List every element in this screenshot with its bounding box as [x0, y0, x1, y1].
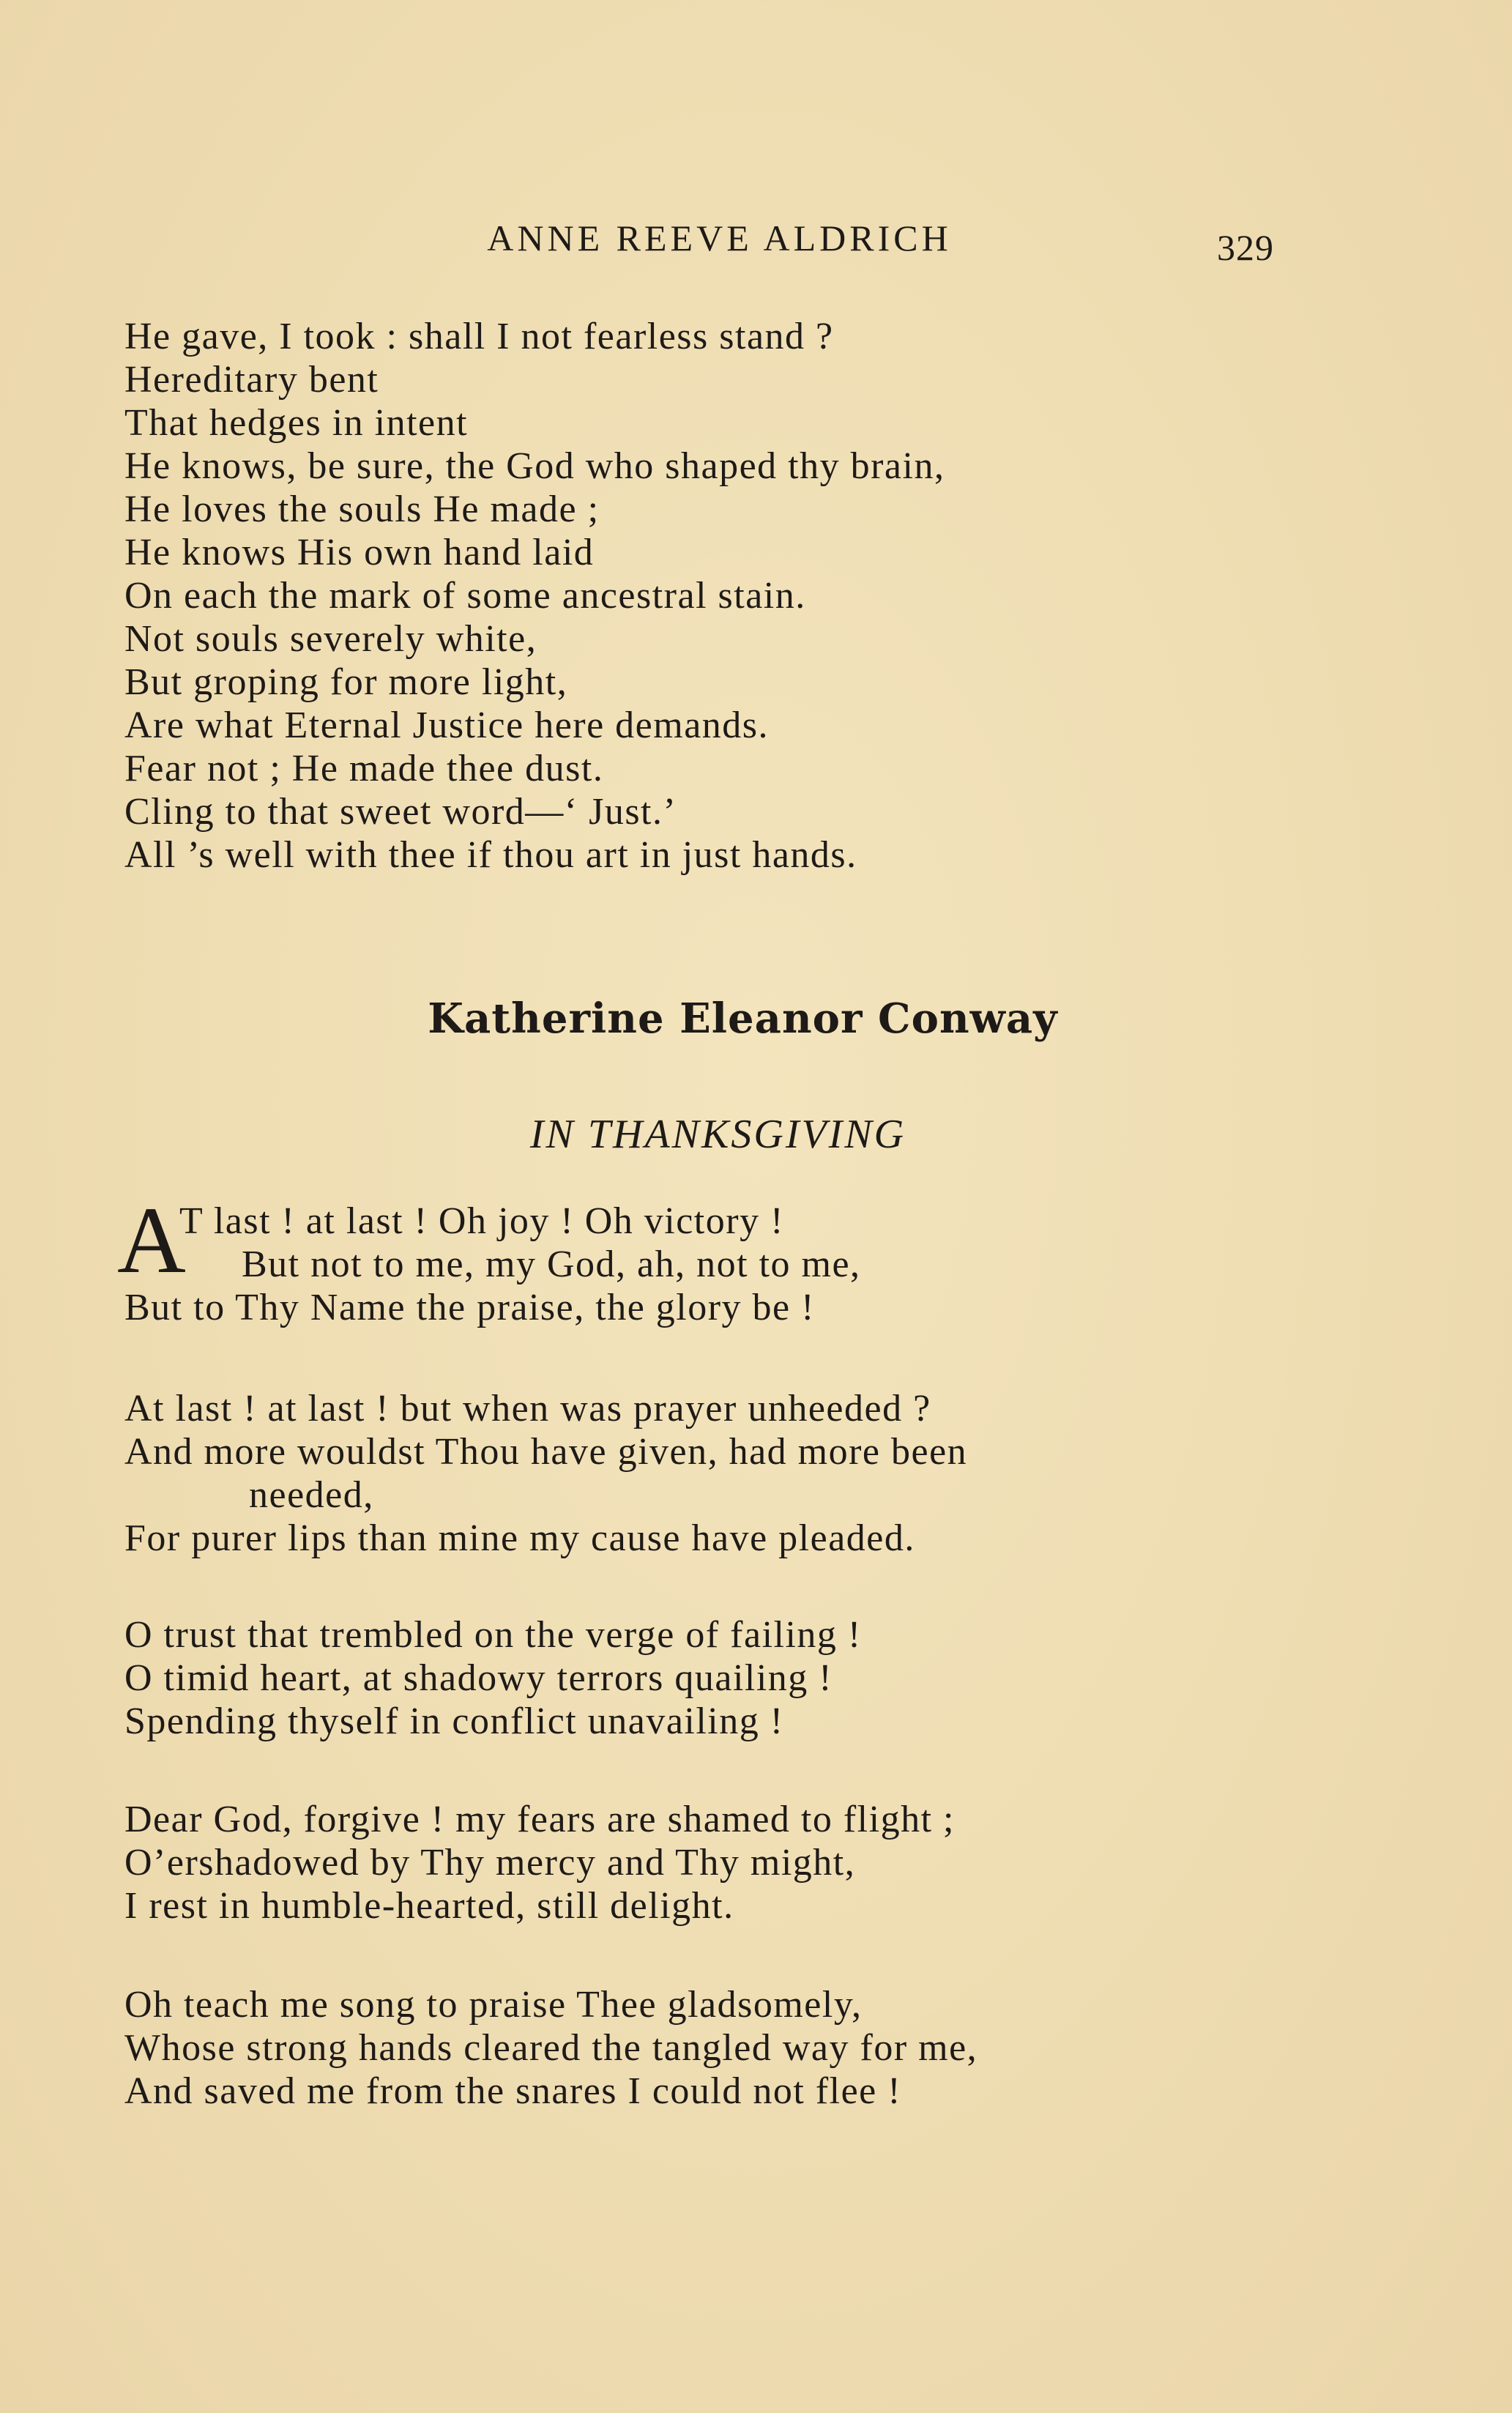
poem-line: He knows His own hand laid — [124, 532, 595, 573]
author-heading: Katherine Eleanor Conway — [428, 994, 1058, 1043]
poem-line: Whose strong hands cleared the tangled way for me, — [124, 2027, 978, 2069]
poem-line: At last ! at last ! but when was prayer unheeded ? — [124, 1388, 931, 1429]
poem-line: On each the mark of some ancestral stain. — [124, 575, 806, 617]
stanza — [124, 1798, 955, 1927]
poem-line: O timid heart, at shadowy terrors quailing ! — [124, 1657, 833, 1699]
running-header: ANNE REEVE ALDRICH — [487, 217, 952, 259]
poem-line: All ’s well with thee if thou art in just hands. — [124, 834, 857, 876]
poem-line: For purer lips than mine my cause have pleaded. — [124, 1517, 915, 1559]
stanza — [124, 1983, 977, 2113]
poem-line: Hereditary bent — [124, 359, 379, 401]
poem-line: Cling to that sweet word—‘ Just.’ — [124, 791, 677, 833]
poem-line: Oh teach me song to praise Thee gladsomely, — [124, 1984, 863, 2026]
poem-line: needed, — [249, 1474, 374, 1516]
poem-line: And more wouldst Thou have given, had more been — [124, 1431, 968, 1473]
poem-line: But to Thy Name the praise, the glory be ! — [124, 1287, 815, 1328]
poem-line: Dear God, forgive ! my fears are shamed to flight ; — [124, 1799, 955, 1840]
poem-line: Are what Eternal Justice here demands. — [124, 704, 770, 746]
poem-line: He gave, I took : shall I not fearless stand ? — [124, 316, 834, 357]
poem-line: That hedges in intent — [124, 402, 469, 444]
poem-line: Not souls severely white, — [124, 618, 537, 660]
page-number: 329 — [1217, 227, 1274, 268]
poem-line: O trust that trembled on the verge of failing ! — [124, 1614, 862, 1656]
poem-line: He loves the souls He made ; — [124, 488, 600, 530]
previous-poem-ending — [124, 315, 945, 877]
poem-line: O’ershadowed by Thy mercy and Thy might, — [124, 1842, 856, 1884]
poem-line: But not to me, my God, ah, not to me, — [242, 1243, 861, 1285]
stanza — [124, 1613, 862, 1743]
poem-line: I rest in humble-hearted, still delight. — [124, 1885, 734, 1927]
poem-line: And saved me from the snares I could not flee ! — [124, 2070, 902, 2112]
drop-cap: A — [117, 1188, 186, 1293]
poem-line: T last ! at last ! Oh joy ! Oh victory ! — [179, 1200, 784, 1242]
poem-line: But groping for more light, — [124, 661, 568, 703]
poem-line: Fear not ; He made thee dust. — [124, 748, 604, 789]
poem-line: He knows, be sure, the God who shaped thy brain, — [124, 445, 945, 487]
stanza — [124, 1387, 967, 1560]
poem-title: IN THANKSGIVING — [529, 1112, 906, 1157]
poem-line: Spending thyself in conflict unavailing ! — [124, 1700, 784, 1742]
